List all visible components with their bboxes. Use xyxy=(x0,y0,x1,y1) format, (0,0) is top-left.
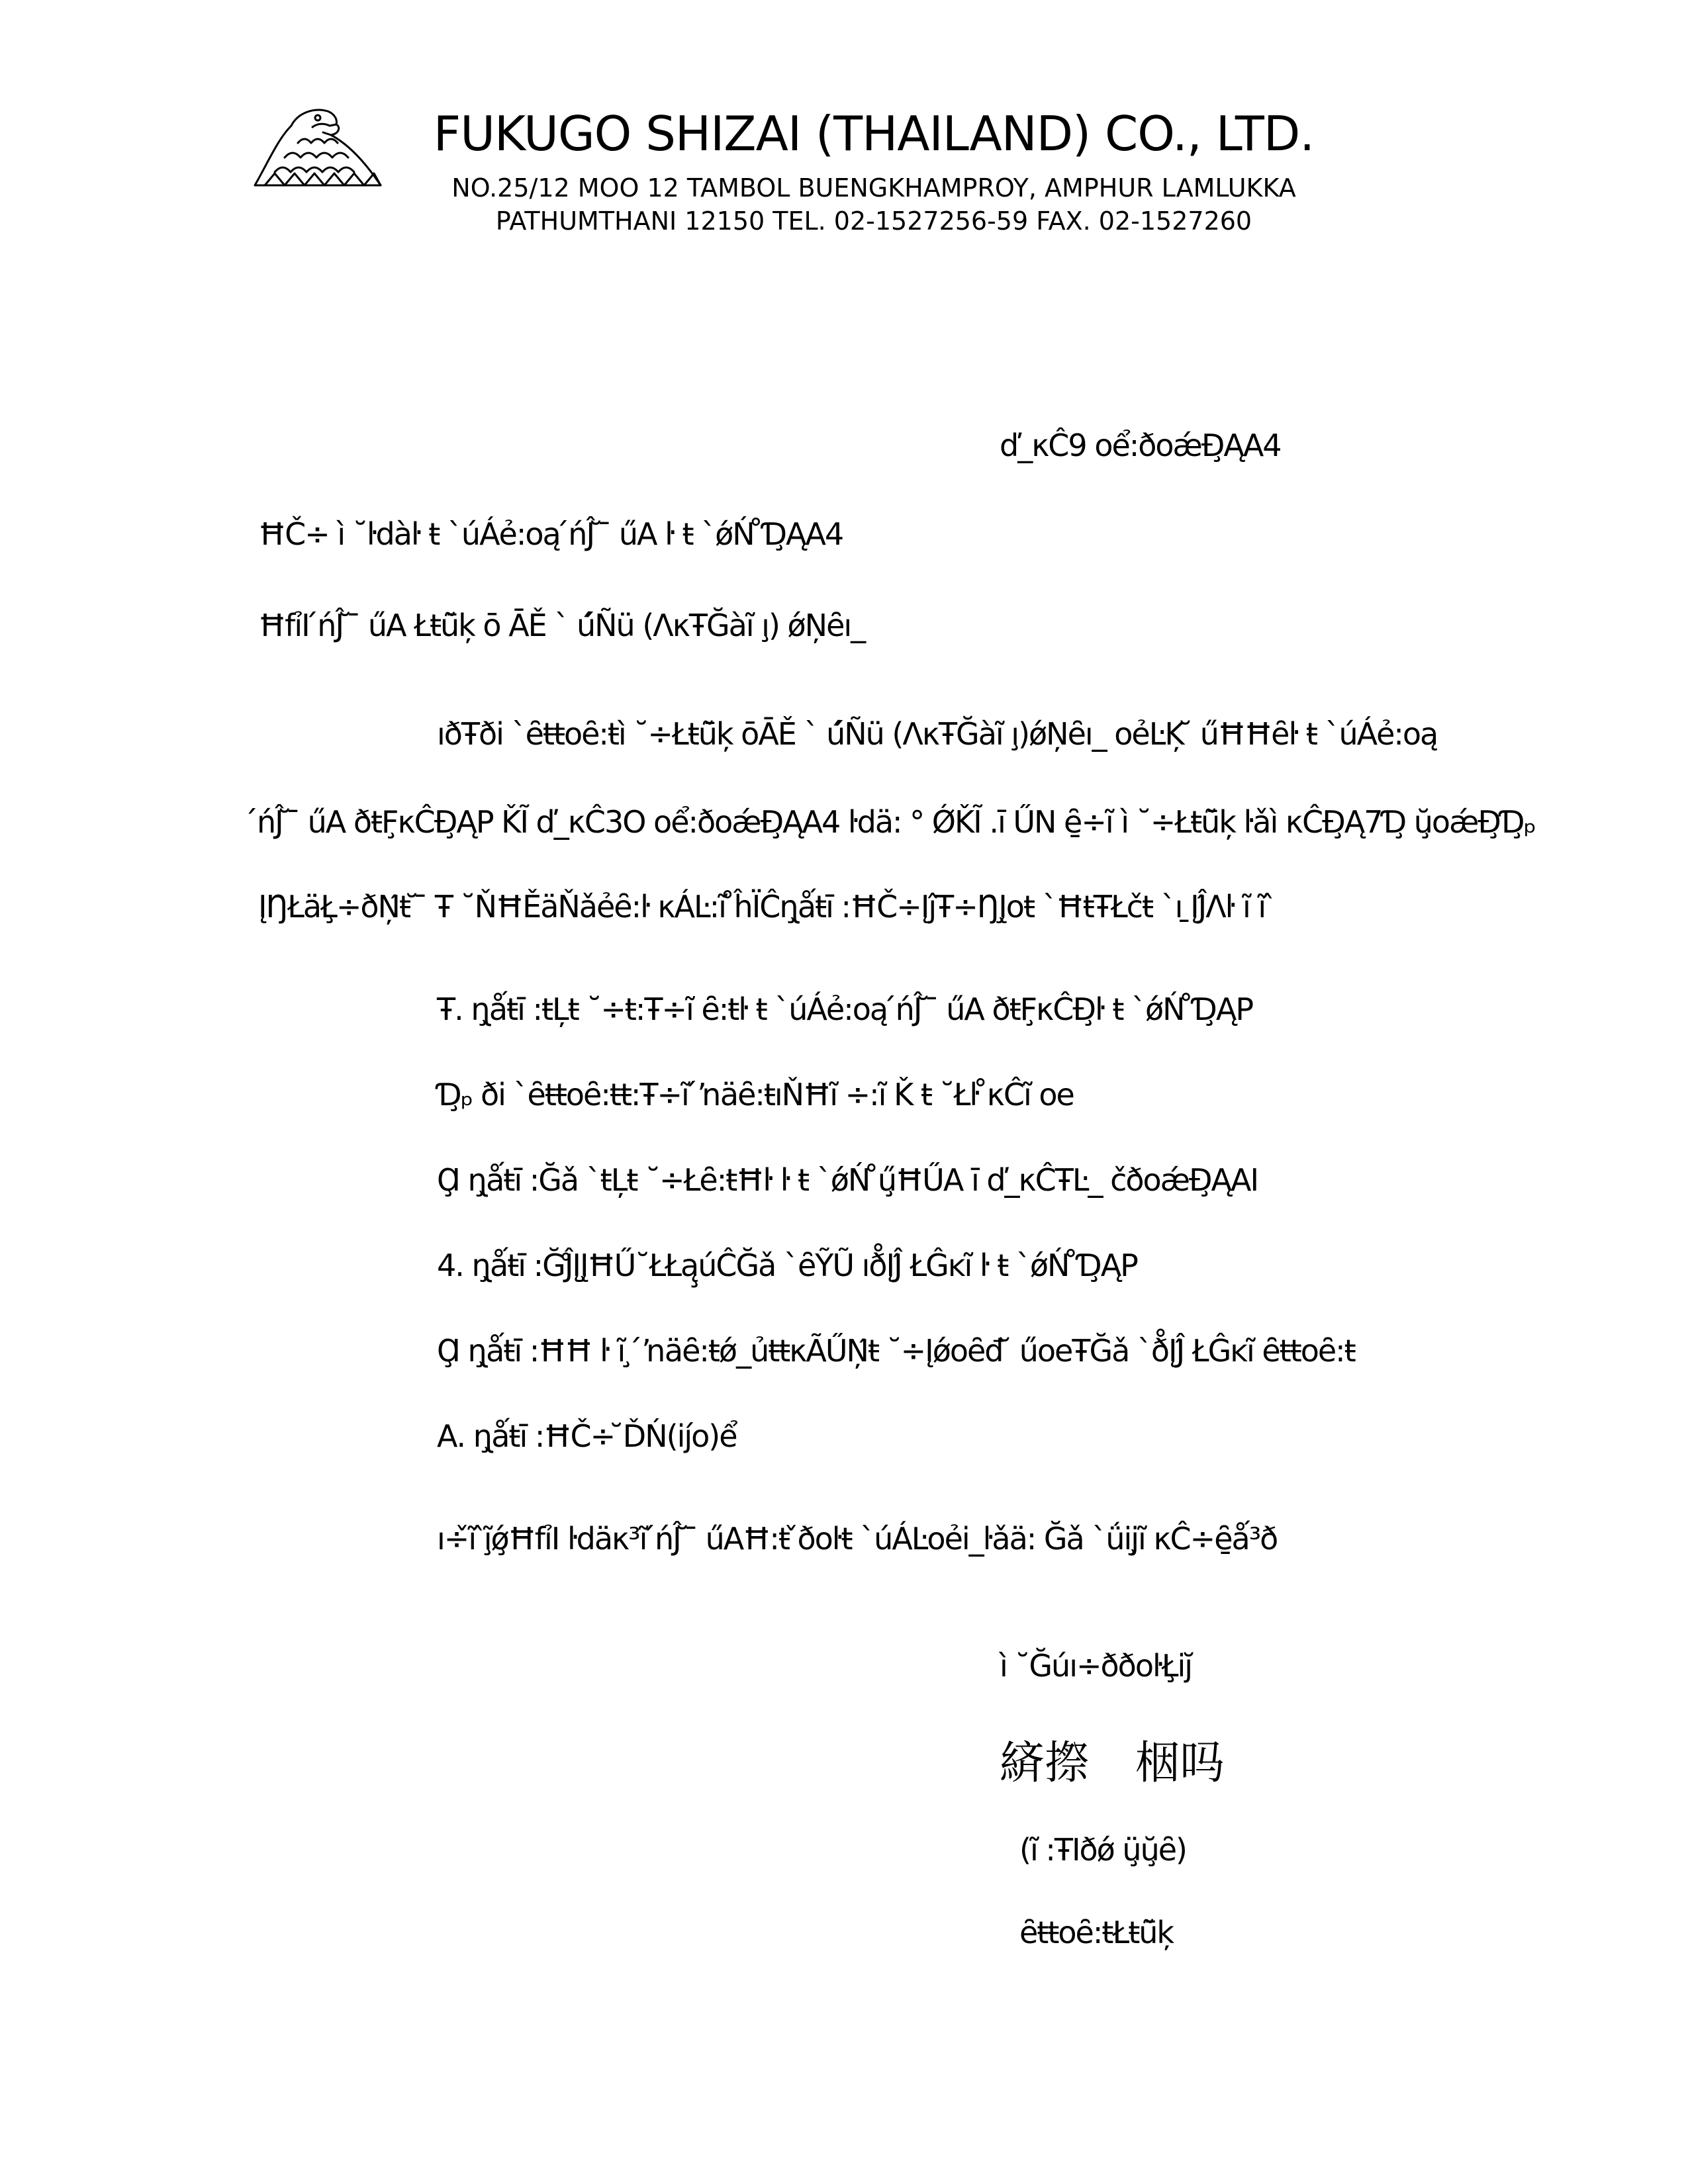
body-paragraph-line: ĮŊŁäŁ̧÷ðŅ́ŧ ̆ ̄ Ŧ ˘ŇĦĚäŇǎẻȇ:ŀ κÁĿ:ĩ ̊ĥÏĈɳ̧ǻŧī :ĦČ÷ĮĵŦ÷ŊĮ̧oŧ `ĦŧŦŁčŧ `ı ̱ĮĴ́Λŀ ĩ ĩ ̂ xyxy=(258,889,1274,925)
signature-position: ȇŧŧoȇ:ŧŁŧũ̄ķ xyxy=(1019,1915,1174,1950)
signature-name: 緕摖 栶吗 xyxy=(1000,1737,1225,1790)
letter-subject: ĦČ÷ ì ˘ŀdàŀ ŧ `úÁẻ:oą ́ńĴ ̆ ̄ űA ŀ ŧ `ǿŃ ̊Ɗ̧ĄΑ4 xyxy=(258,516,843,552)
company-name: FUKUGO SHIZAI (THAILAND) CO., LTD. xyxy=(433,106,1315,161)
list-item: Ɑ̧ ɳ̧ǻŧī :Ğǎ `ŧĻŧ ˘÷Łȇ:ŧĦŀ ŀ ŧ `ǿŃ ̊ű̧ĦŰA ī ď_κĈŦĿ_ čðoǽĐ̧ĄΑΙ xyxy=(437,1162,1258,1198)
body-paragraph-line: ıðŦði `ȇŧŧoȇ:ŧì ˘÷Łŧũ̄ķ ōĀĚ ` ú́Ñü (ΛκŦĞàĩ ı̧)ǿŅȇı_ oẻĿĶ ̆ űĦĦȇŀ ŧ `úÁẻ:oą xyxy=(437,716,1438,752)
letter-recipient: ĦfỉΙ ́ńĴ ̆ ̄ űA Łŧũ̄ķ ō ĀĚ ` ú́Ñü (ΛκŦĞàĩ ı̧) ǿŅȇı_ xyxy=(258,608,865,643)
signature-salutation: ì ˘Ğúı÷ððoŀŁ̧ij̆ xyxy=(1000,1648,1192,1684)
list-item: Ɑ̧ ɳ̧ǻŧī :ĦĦ ŀ ĩ ̧ ́ŉäȇ:ŧǿ_ủŧŧκÃŰŅ́ŧ ˘÷Įǿoȇđ ̆ űoeŦĞǎ `ð̊ĮĴ́ ŁĜĸĩ ȇŧŧoȇ:ŧ xyxy=(437,1333,1355,1369)
closing-paragraph: ı÷̌ĩ ̂ĩ̧ǿ̧ĦfỉΙ ŀdäκ³ĩ ́ńĴ ̆ ̄ űAĦ:ŧ ̌ðoŀŧ `úÁĿoẻi_ŀǎä: Ğǎ `ǘij̧ĩ κĈ÷ȇ̱ǻ³ð xyxy=(437,1521,1278,1557)
letter-date: ď_κĈ9 oể:ðoǽĐ̧ĄΑ4 xyxy=(1000,428,1281,463)
company-address-line2: PATHUMTHANI 12150 TEL. 02-1527256-59 FAX. 02-1527260 xyxy=(495,206,1252,236)
list-item: 4. ɳ̧ǻŧī :ĞĴ̊ĮĮ̧ĦŰ˘ŁŁą̧úĈĞǎ `ȇỸŨ ıð̊ĮĴ́ ŁĜĸĩ ŀ ŧ `ǿŃ ̊Ɗ̧ĄΡ xyxy=(437,1248,1137,1283)
company-address-line1: NO.25/12 MOO 12 TAMBOL BUENGKHAMPROY, AMPHUR LAMLUKKA xyxy=(451,173,1296,203)
list-item: Α. ɳ̧ǻŧī :ĦČ÷ ̆ĎŃ(ij́o)ể xyxy=(437,1418,737,1454)
signature-title-line: (ĩ :ŦIðǿ ü̧ŭ̧ȇ) xyxy=(1019,1832,1186,1868)
list-item: Ŧ. ɳ̧ǻŧī :ŧĻŧ ˘÷ŧ:Ŧ÷ĩ ȇ:ŧŀ ŧ `úÁẻ:oą ́ńĴ ̆ ̄ űA ðŧF̧κĈĐ̧ŀ ŧ `ǿŃ ̊Ɗ̧ĄΡ xyxy=(437,991,1253,1027)
body-paragraph-line: ́ńĴ ̆ ̄ űA ðŧF̧κĈĐ̧ĄΡ ǨĨ ď_κĈ3O oể:ðoǽĐ̧ĄΑ4 ŀdä: ° ǾǨĨ .ī ŰN ȇ̱÷ĩ ì ˘÷Łŧũ̄ķ ŀǎì κĈĐ̧Ą7Ɗ̧ ŭ̧oǽĐ̧Ɗ̧ₚ xyxy=(258,804,1536,840)
list-item: Ɗ̧ₚ ði `ȇŧŧoȇ:ŧŧ:Ŧ÷ĩ ́ŉäȇ:ŧıŇĦĩ ÷:ĩ Ǩ ŧ ˘Łŀ ̊κĈĩ oe xyxy=(437,1077,1074,1113)
